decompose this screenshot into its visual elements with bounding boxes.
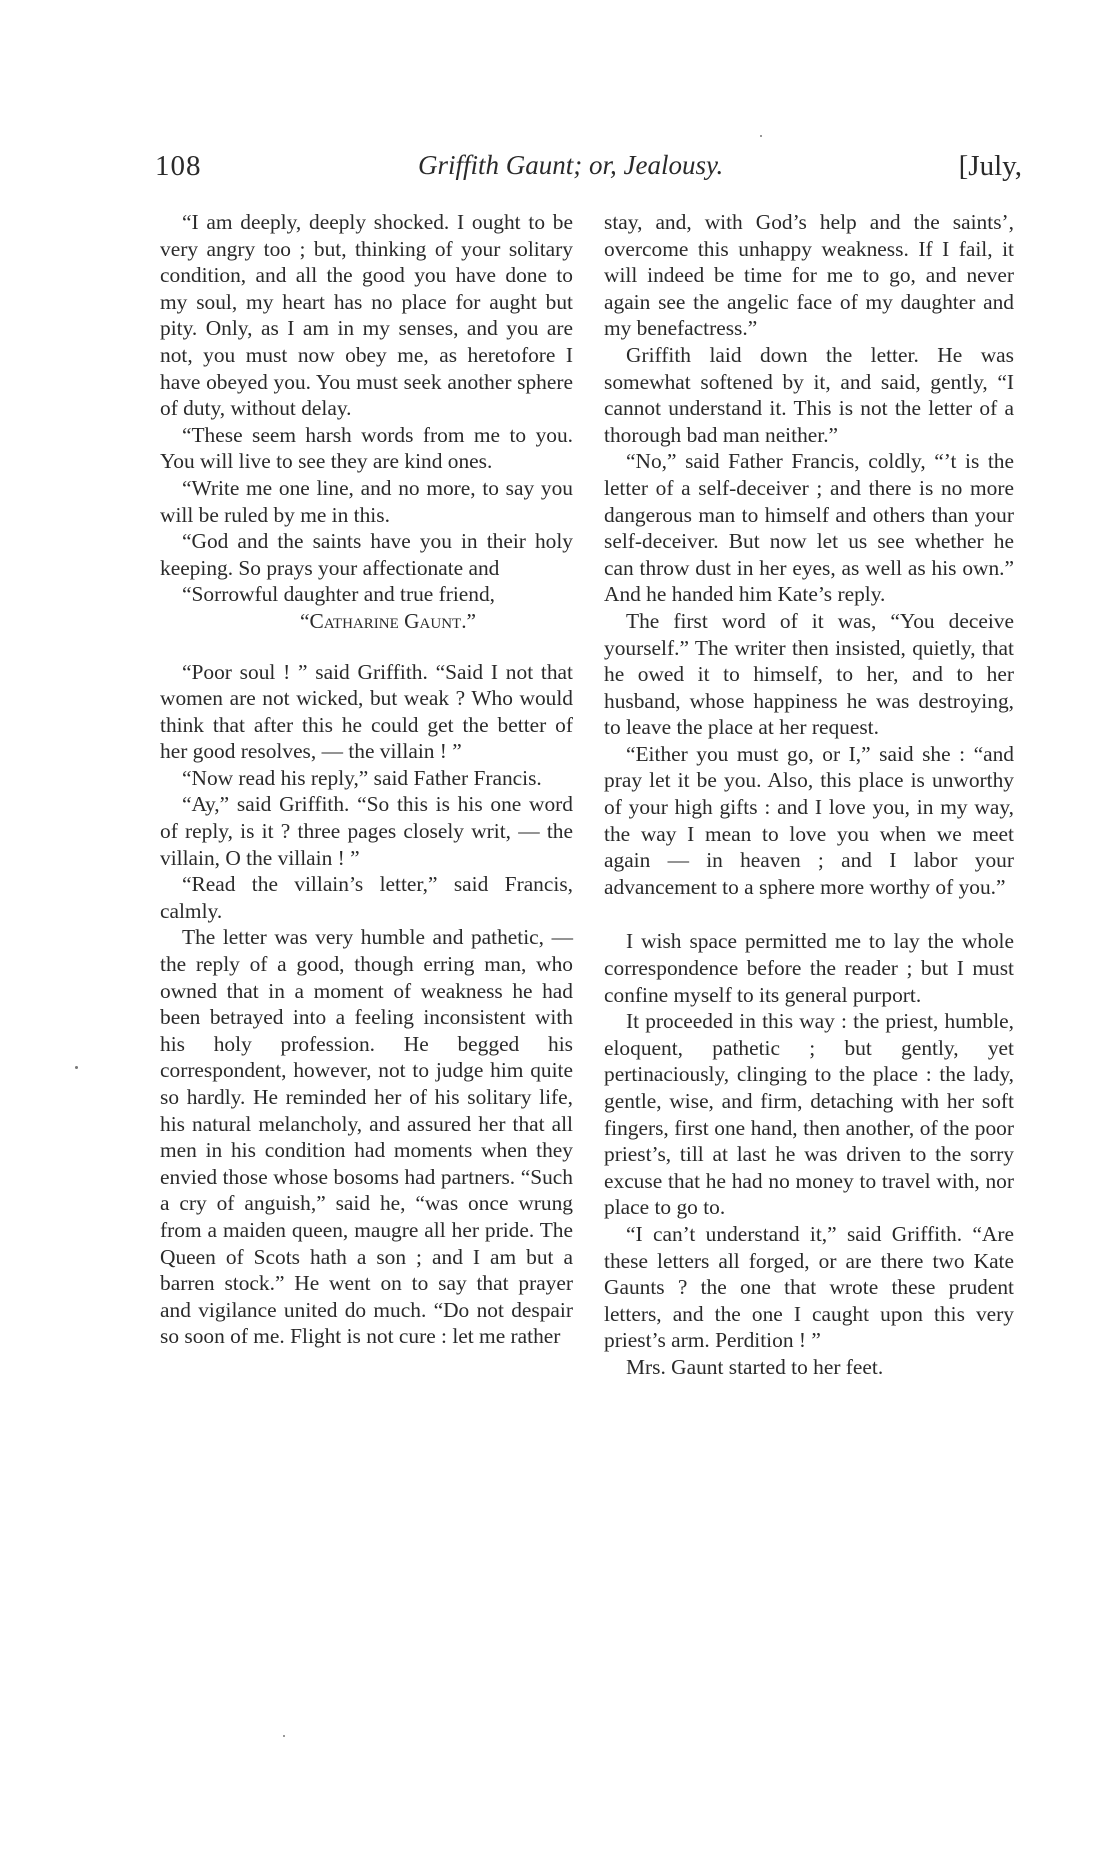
running-header [0,150,1112,200]
running-month: [July, [958,150,1022,182]
paragraph: “Read the villain’s letter,” said Francis, calmly. [160,872,573,923]
paragraph: The first word of it was, “You deceive yourself.” The writer then insisted, quietly, that he owed it to himself, to her, and to her husband, whose happiness he was destroying, to leave the place at her request. [604,608,1014,740]
paragraph: “No,” said Father Francis, coldly, “’t is the letter of a self-deceiver ; and there is no more dangerous man to himself and others than your self-deceiver. But now let us see whether he can throw dust in her eyes, as well as his own.” And he handed him Kate’s reply. [604,449,1014,607]
paragraph: Mrs. Gaunt started to her feet. [626,1354,884,1379]
letter-signoff: “Sorrowful daughter and true friend, [182,582,496,607]
running-title: Griffith Gaunt; or, Jealousy. [418,150,724,180]
paragraph: “Poor soul ! ” said Griffith. “Said I not that women are not wicked, but weak ? Who would think that after this he could get the better of her good resolves, — the villain ! ” [160,659,573,764]
paragraph: “Write me one line, and no more, to say you will be ruled by me in this. [160,475,573,527]
paragraph: “I am deeply, deeply shocked. I ought to be very angry too ; but, thinking of your solitary condition, and all the good you have done to my soul, my heart has no place for aught but pity. Only, as I am in my senses, and you are not, you must now obey me, as heretofore I have obeyed you. You must seek another sphere of duty, without delay. [160,210,573,421]
paragraph: “God and the saints have you in their holy keeping. So prays your affectionate and [160,529,573,580]
paragraph: It proceeded in this way : the priest, humble, eloquent, pathetic ; but gently, yet pertinaciously, clinging to the place : the lady, gentle, wise, and firm, detaching with her soft fingers, first one hand, then another, of the poor priest’s, till at last he was driven to the sorry excuse that he had no money to travel with, nor place to go to. [604,1009,1014,1220]
paragraph: “I can’t understand it,” said Griffith. “Are these letters all forged, or are there two Kate Gaunts ? the one that wrote these prudent letters, and the one I caught upon this very priest’s arm. Perdition ! ” [604,1221,1014,1353]
paper-speck [760,135,762,137]
paragraph: “Ay,” said Griffith. “So this is his one word of reply, is it ? three pages closely writ, — the villain, O the villain ! ” [160,792,573,870]
paragraph: stay, and, with God’s help and the saints’, overcome this unhappy weakness. If I fail, it will indeed be time for me to go, and never again see the angelic face of my daughter and my benefactress.” [604,210,1014,341]
paragraph: “Either you must go, or I,” said she : “and pray let it be you. Also, this place is unworthy of your high gifts : and I love you, in my way, the way I mean to love you when we meet again — in heaven ; and I labor your advancement to a sphere more worthy of you.” [604,741,1014,899]
paper-speck [283,1735,285,1737]
paragraph: “These seem harsh words from me to you. You will live to see they are kind ones. [160,422,573,474]
paragraph: Griffith laid down the letter. He was somewhat softened by it, and said, gently, “I cannot understand it. This is not the letter of a thorough bad man neither.” [604,342,1014,447]
paragraph: I wish space permitted me to lay the whole correspondence before the reader ; but I must confine myself to its general purport. [604,929,1014,1007]
paper-speck [75,1066,78,1069]
right-column [604,209,1014,1381]
left-column [160,209,573,1350]
letter-signature: “Catharine Gaunt.” [300,608,477,633]
page-number: 108 [155,150,202,182]
paragraph: The letter was very humble and pathetic, — the reply of a good, though erring man, who owned that in a moment of weakness he had been betrayed into a feeling inconsistent with his holy profession. He begged his correspondent, however, not to judge him quite so hardly. He reminded her of his solitary life, his natural melancholy, and assured her that all men in his condition had moments when they envied those whose bosoms had partners. “Such a cry of anguish,” said he, “was once wrung from a maiden queen, maugre all her pride. The Queen of Scots hath a son ; and I am but a barren stock.” He went on to say that prayer and vigilance united do much. “Do not despair so soon of me. Flight is not cure : let me rather [160,925,573,1349]
paragraph: “Now read his reply,” said Father Francis. [182,765,542,790]
